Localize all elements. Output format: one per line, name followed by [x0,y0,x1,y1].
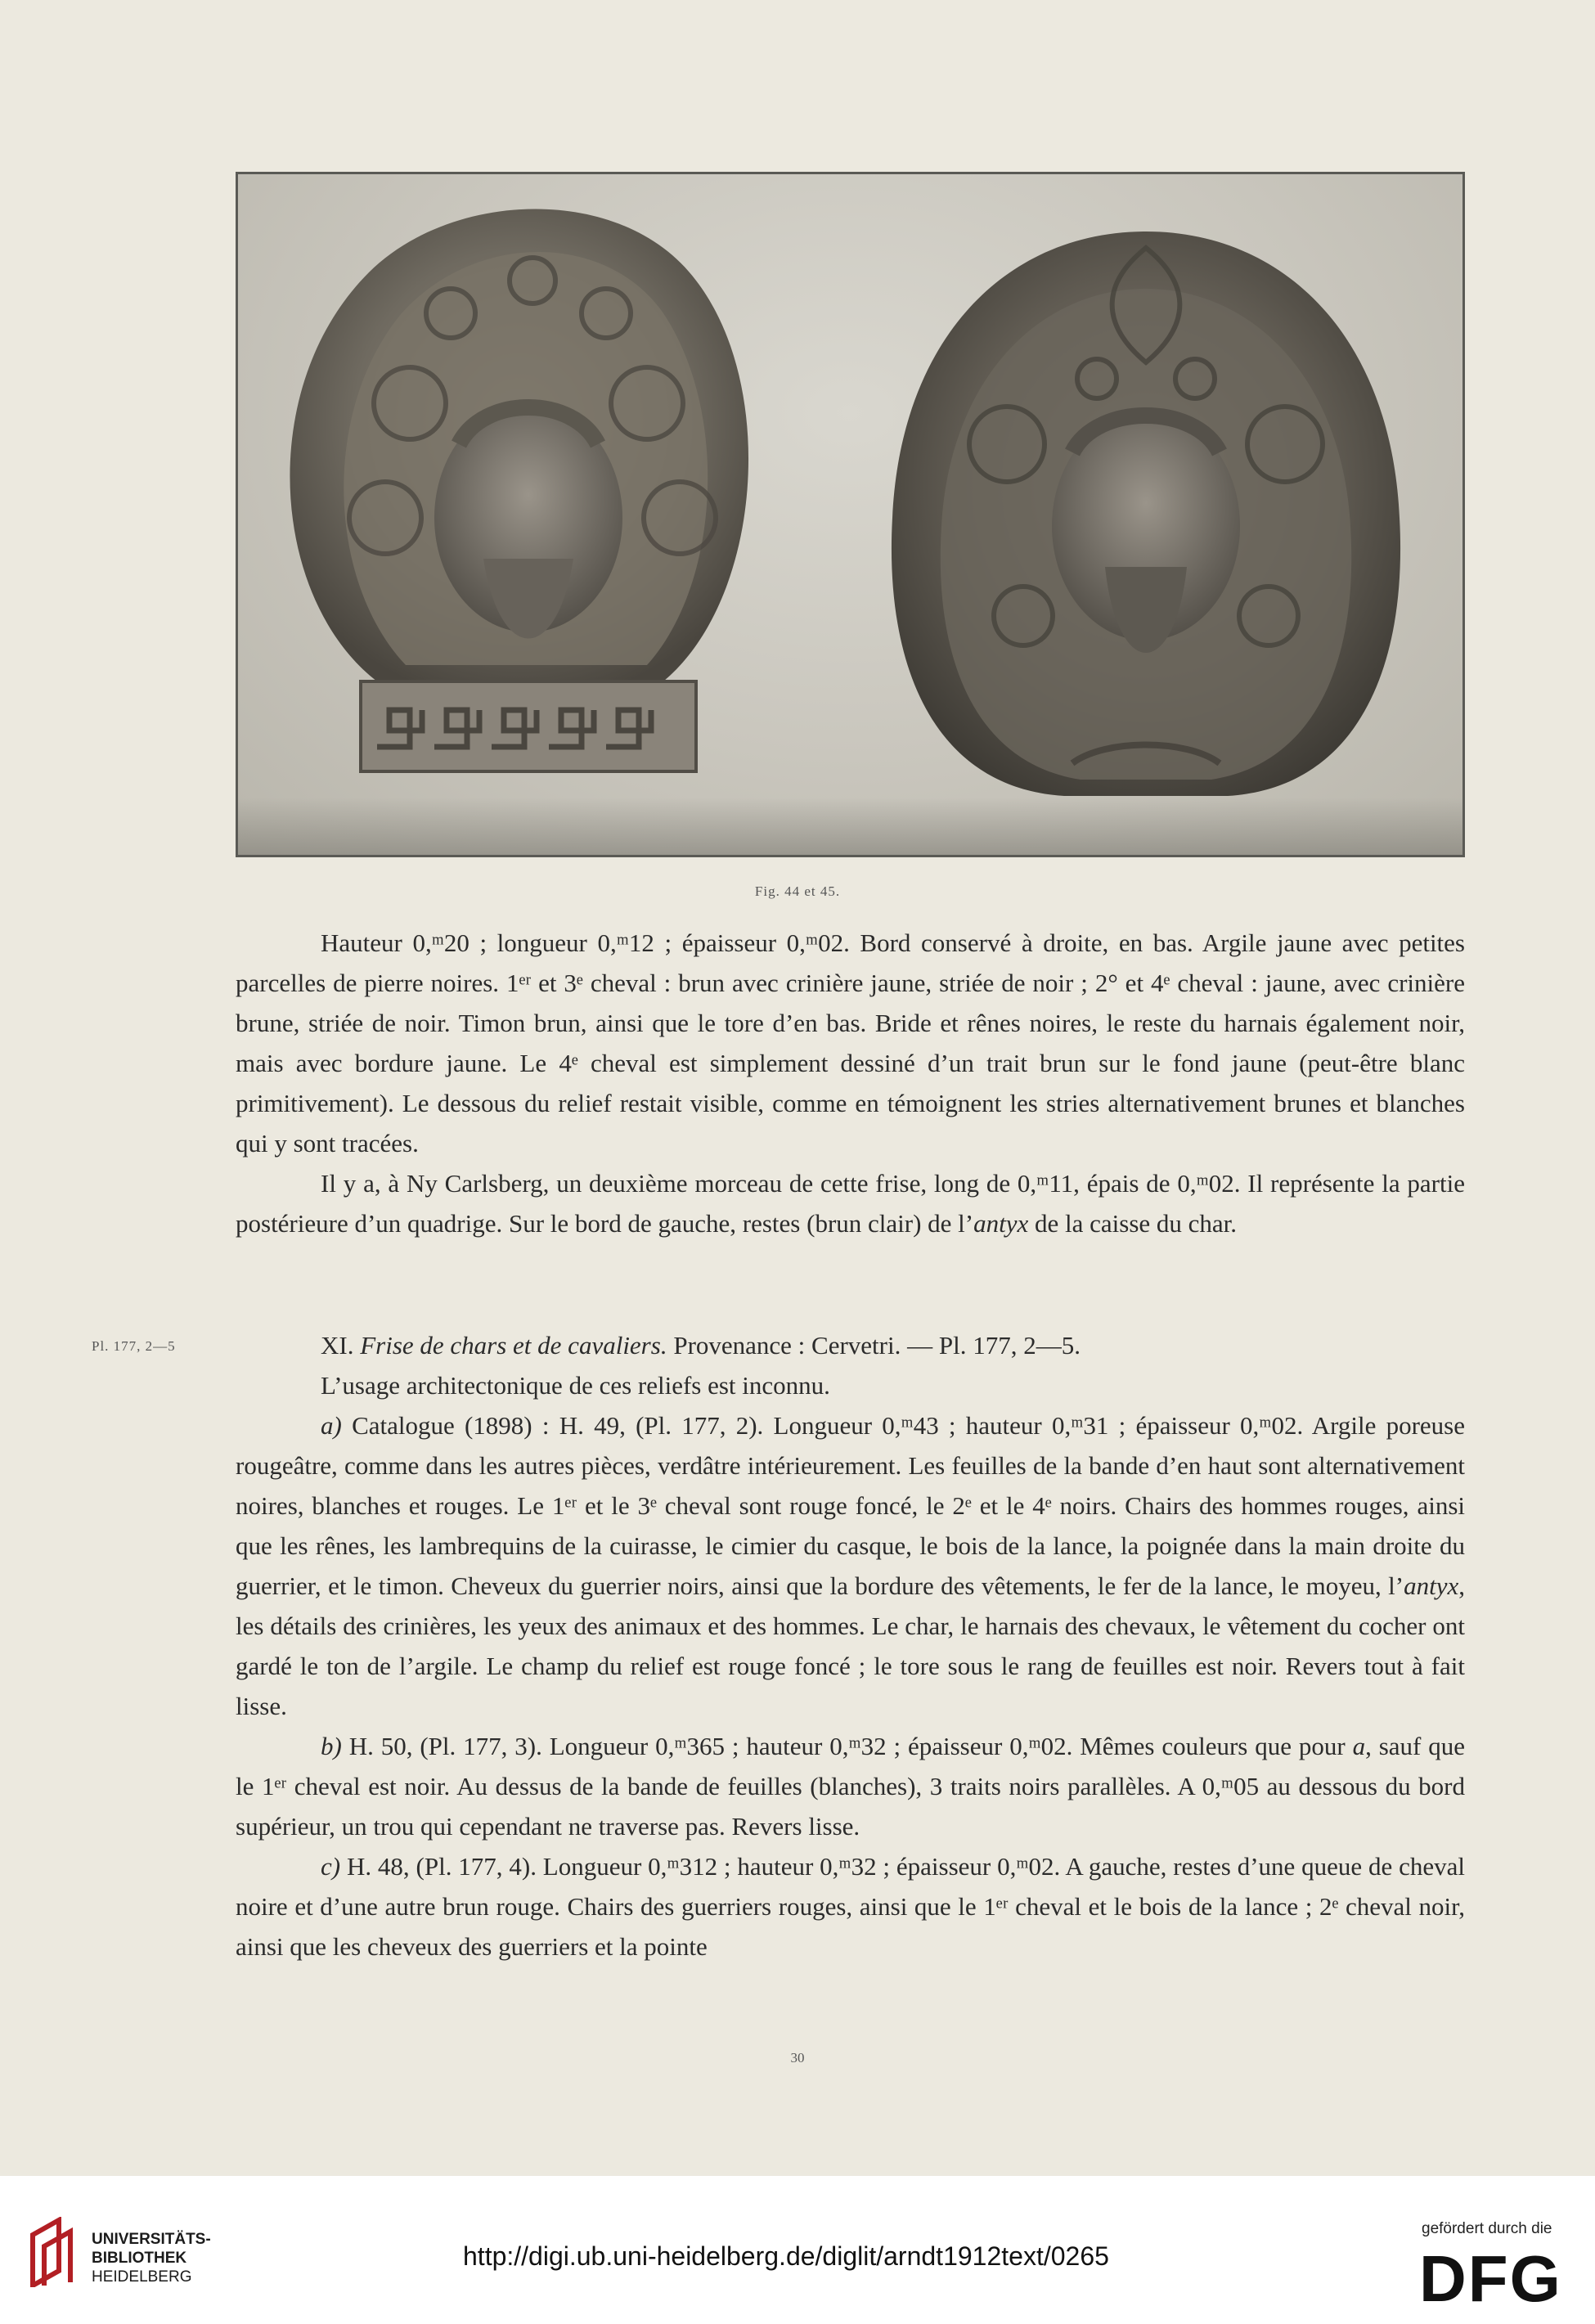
university-library-logo-icon [26,2217,83,2287]
photo-plate [236,172,1465,857]
paragraph-item-a: a) Catalogue (1898) : H. 49, (Pl. 177, 2). Longueur 0,ᵐ43 ; hauteur 0,ᵐ31 ; épaisseur 0,ᵐ02. Argile poreuse rougeâtre, comme dans les autres pièces, verdâtre intérieurement. Les feuilles de la bande d’en haut sont alternativement noires, blanches et rouges. Le 1ᵉʳ et le 3ᵉ cheval sont rouge foncé, le 2ᵉ et le 4ᵉ noirs. Chairs des hommes rouges, ainsi que les rênes, les lambrequins de la cuirasse, le cimier du casque, le bois de la lance, la poignée dans la main droite du guerrier, et le timon. Cheveux du guerrier noirs, ainsi que la bordure des vêtements, le fer de la lance, le moyeu, l’antyx, les détails des crinières, les yeux des animaux et des hommes. Le char, le harnais des chevaux, le vêtement du cocher ont gardé le ton de l’argile. Le champ du relief est rouge foncé ; le tore sous le rang de feuilles est noir. Revers tout à fait lisse. [236,1411,1465,1720]
digitization-footer [0,2176,1595,2324]
figure-caption: Fig. 44 et 45. [754,883,841,899]
university-library-name: UNIVERSITÄTS- BIBLIOTHEK HEIDELBERG [92,2231,211,2286]
permalink-url[interactable]: http://digi.ub.uni-heidelberg.de/diglit/arndt1912text/0265 [463,2241,1109,2271]
antefix-photograph [238,174,1462,855]
margin-plate-reference: Pl. 177, 2—5 [92,1338,176,1354]
paragraph-item-c: c) H. 48, (Pl. 177, 4). Longueur 0,ᵐ312 ; hauteur 0,ᵐ32 ; épaisseur 0,ᵐ02. A gauche, restes d’une queue de cheval noire et d’une autre brun rouge. Chairs des guerriers rouges, ainsi que le 1ᵉʳ cheval et le bois de la lance ; 2ᵉ cheval noir, ainsi que les cheveux des guerriers et la pointe [236,1852,1465,1961]
paragraph-usage: L’usage architectonique de ces reliefs est inconnu. [321,1371,830,1400]
page-number: 30 [790,2050,805,2066]
funding-label: gefördert durch die [1422,2220,1552,2237]
paragraph-ny-carlsberg: Il y a, à Ny Carlsberg, un deuxième morceau de cette frise, long de 0,ᵐ11, épais de 0,ᵐ02. Il représente la partie postérieure d’un quadrige. Sur le bord de gauche, restes (brun clair) de l’antyx de la caisse du char. [236,1169,1465,1238]
section-heading-xi: XI. Frise de chars et de cavaliers. Provenance : Cervetri. — Pl. 177, 2—5. [321,1331,1081,1360]
dfg-logo: DFG [1419,2242,1562,2315]
right-antefix [892,232,1400,796]
plate-shadow [238,798,1462,855]
paragraph-block-2 [236,1325,1465,1967]
left-antefix [290,209,748,772]
paragraph-item-b: b) H. 50, (Pl. 177, 3). Longueur 0,ᵐ365 ; hauteur 0,ᵐ32 ; épaisseur 0,ᵐ02. Mêmes couleurs que pour a, sauf que le 1ᵉʳ cheval est noir. Au dessus de la bande de feuilles (blanches), 3 traits noirs parallèles. A 0,ᵐ05 au dessous du bord supérieur, un trou qui cependant ne traverse pas. Revers lisse. [236,1732,1466,1841]
paragraph-measurements: Hauteur 0,ᵐ20 ; longueur 0,ᵐ12 ; épaisseur 0,ᵐ02. Bord conservé à droite, en bas. Argile jaune avec petites parcelles de pierre noires. 1ᵉʳ et 3ᵉ cheval : brun avec crinière jaune, striée de noir ; 2° et 4ᵉ cheval : jaune, avec crinière brune, striée de noir. Timon brun, ainsi que le tore d’en bas. Bride et rênes noires, le reste du harnais également noir, mais avec bordure jaune. Le 4ᵉ cheval est simplement dessiné d’un trait brun sur le fond jaune (peut-être blanc primitivement). Le dessous du relief restait visible, comme en témoignent les stries alternativement brunes et blanches qui y sont tracées. [236,928,1465,1158]
paragraph-block-1 [236,923,1465,1243]
